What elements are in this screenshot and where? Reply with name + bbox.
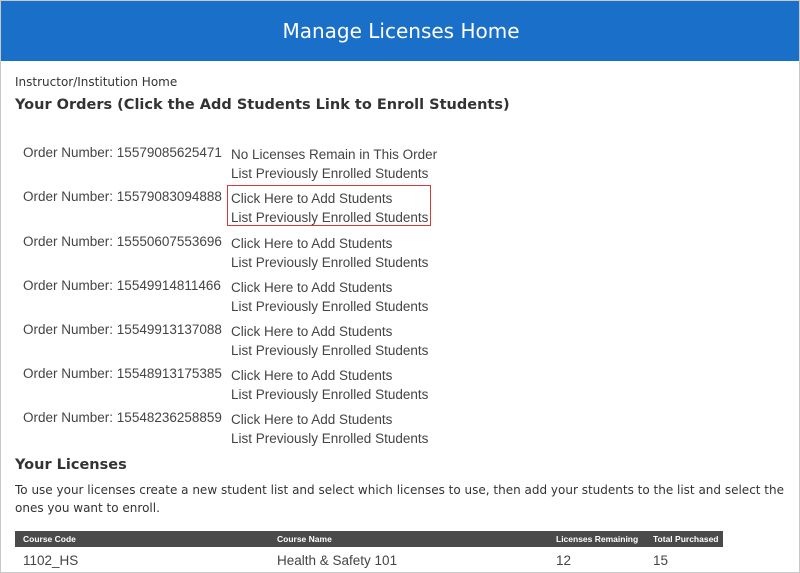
list-enrolled-link[interactable]: List Previously Enrolled Students [231, 166, 429, 181]
order-number: Order Number: 15550607553696 [23, 234, 222, 249]
course-code: 1102_HS [23, 553, 79, 568]
add-students-link[interactable]: Click Here to Add Students [231, 236, 393, 251]
total-purchased: 15 [653, 553, 669, 568]
list-enrolled-link[interactable]: List Previously Enrolled Students [231, 210, 429, 225]
column-header: Course Name [277, 534, 332, 544]
licenses-table-header [15, 531, 723, 547]
order-number: Order Number: 15549914811466 [23, 278, 221, 293]
column-header: Licenses Remaining [556, 534, 639, 544]
page-title: Manage Licenses Home [282, 19, 520, 43]
order-number: Order Number: 15579085625471 [23, 145, 222, 160]
licenses-title: Your Licenses [15, 457, 127, 473]
order-number: Order Number: 15549913137088 [23, 322, 222, 337]
order-number: Order Number: 15579083094888 [23, 189, 222, 204]
add-students-link[interactable]: Click Here to Add Students [231, 412, 393, 427]
orders-title: Your Orders (Click the Add Students Link to Enroll Students) [15, 97, 510, 113]
breadcrumb[interactable]: Instructor/Institution Home [15, 75, 178, 89]
highlight-box [227, 185, 431, 226]
licenses-description: To use your licenses create a new student list and select which licenses to use, then add your students to the list and select the ones you want to enroll. [15, 483, 785, 515]
column-header: Course Code [23, 534, 76, 544]
list-enrolled-link[interactable]: List Previously Enrolled Students [231, 343, 429, 358]
page-header [1, 1, 800, 61]
add-students-link[interactable]: Click Here to Add Students [231, 368, 393, 383]
licenses-remaining: 12 [556, 553, 572, 568]
no-licenses-text: No Licenses Remain in This Order [231, 147, 438, 162]
list-enrolled-link[interactable]: List Previously Enrolled Students [231, 431, 429, 446]
order-number: Order Number: 15548913175385 [23, 366, 222, 381]
add-students-link[interactable]: Click Here to Add Students [231, 324, 393, 339]
column-header: Total Purchased [653, 534, 719, 544]
table-row [15, 551, 723, 571]
list-enrolled-link[interactable]: List Previously Enrolled Students [231, 387, 429, 402]
list-enrolled-link[interactable]: List Previously Enrolled Students [231, 299, 429, 314]
list-enrolled-link[interactable]: List Previously Enrolled Students [231, 255, 429, 270]
add-students-link[interactable]: Click Here to Add Students [231, 191, 393, 206]
add-students-link[interactable]: Click Here to Add Students [231, 280, 393, 295]
order-number: Order Number: 15548236258859 [23, 410, 222, 425]
course-name: Health & Safety 101 [277, 553, 398, 568]
